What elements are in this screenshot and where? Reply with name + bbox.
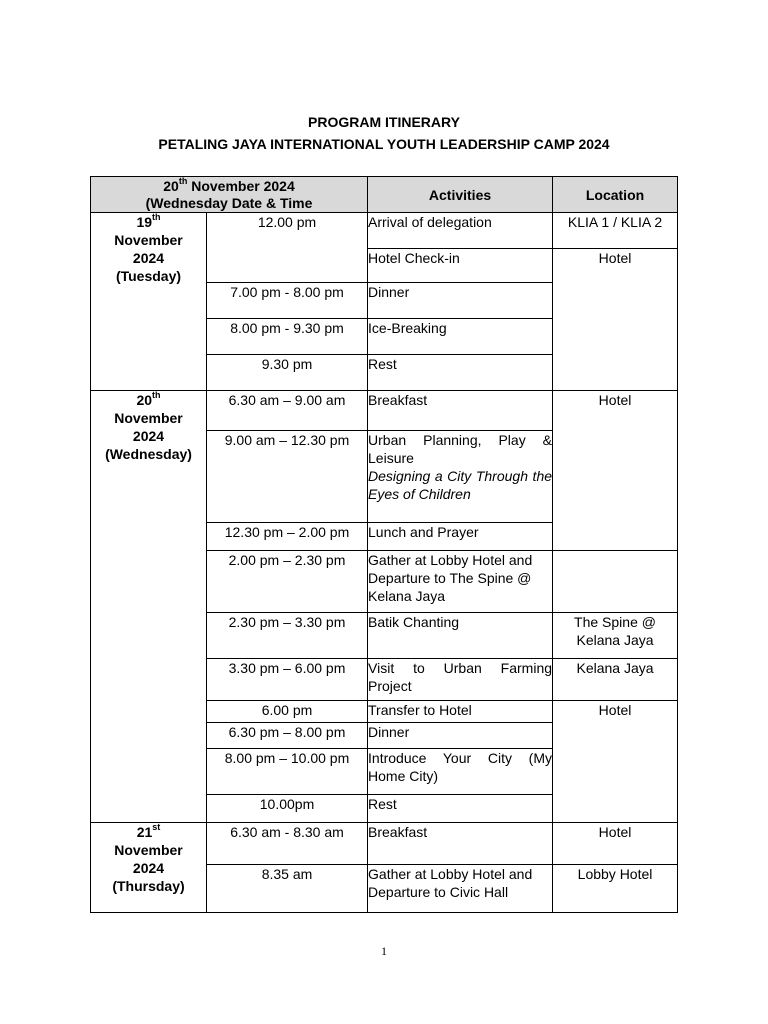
activity-cell: Lunch and Prayer (368, 523, 553, 551)
location-cell: Hotel (553, 701, 678, 823)
activity-cell: Hotel Check-in (368, 249, 553, 283)
time-cell: 12.30 pm – 2.00 pm (207, 523, 368, 551)
time-cell: 6.00 pm (207, 701, 368, 723)
activity-cell: Transfer to Hotel (368, 701, 553, 723)
document-subtitle: PETALING JAYA INTERNATIONAL YOUTH LEADERSHIP CAMP 2024 (158, 136, 610, 152)
table-row (91, 391, 678, 431)
time-cell: 8.00 pm – 10.00 pm (207, 749, 368, 795)
day-cell-21-november: 21st November 2024 (Thursday) (91, 823, 207, 913)
time-cell: 7.00 pm - 8.00 pm (207, 283, 368, 319)
time-cell: 8.35 am (207, 865, 368, 913)
activity-cell (368, 431, 553, 523)
time-cell: 2.00 pm – 2.30 pm (207, 551, 368, 613)
time-cell: 6.30 pm – 8.00 pm (207, 723, 368, 749)
header-location: Location (553, 177, 678, 213)
activity-cell: Breakfast (368, 391, 553, 431)
header-activities: Activities (368, 177, 553, 213)
activity-cell: Breakfast (368, 823, 553, 865)
location-cell: Hotel (553, 249, 678, 391)
time-cell: 6.30 am – 9.00 am (207, 391, 368, 431)
activity-cell: Dinner (368, 283, 553, 319)
activity-cell: Visit to Urban Farming Project (368, 659, 553, 701)
time-cell: 12.00 pm (207, 213, 368, 249)
time-cell: 9.30 pm (207, 355, 368, 391)
location-cell: Hotel (553, 823, 678, 865)
table-row (91, 213, 678, 249)
time-cell: 10.00pm (207, 795, 368, 823)
day-cell-19-november: 19th November 2024 (Tuesday) (91, 213, 207, 391)
location-cell: KLIA 1 / KLIA 2 (553, 213, 678, 249)
activity-cell: Batik Chanting (368, 613, 553, 659)
day-cell-20-november: 20th November 2024 (Wednesday) (91, 391, 207, 823)
table-row (91, 823, 678, 865)
activity-cell: Rest (368, 795, 553, 823)
activity-cell: Arrival of delegation (368, 213, 553, 249)
activity-cell: Dinner (368, 723, 553, 749)
activity-cell: Introduce Your City (My Home City) (368, 749, 553, 795)
activity-text: Urban Planning, Play & Leisure (368, 432, 553, 466)
table-header-row (91, 177, 678, 213)
time-cell-empty (207, 249, 368, 283)
activity-cell: Rest (368, 355, 553, 391)
location-cell: Lobby Hotel (553, 865, 678, 913)
time-cell: 2.30 pm – 3.30 pm (207, 613, 368, 659)
location-cell: Hotel (553, 391, 678, 551)
time-cell: 9.00 am – 12.30 pm (207, 431, 368, 523)
document-title: PROGRAM ITINERARY (308, 114, 460, 130)
activity-subtitle: Designing a City Through the Eyes of Children (368, 468, 553, 502)
activity-cell: Gather at Lobby Hotel and Departure to Civic Hall (368, 865, 553, 913)
location-cell: The Spine @ Kelana Jaya (553, 613, 678, 659)
page-number: 1 (381, 944, 387, 958)
header-date-time: 20th November 2024 (Wednesday Date & Time (91, 177, 368, 213)
time-cell: 3.30 pm – 6.00 pm (207, 659, 368, 701)
time-cell: 8.00 pm - 9.30 pm (207, 319, 368, 355)
location-cell: Kelana Jaya (553, 659, 678, 701)
time-cell: 6.30 am - 8.30 am (207, 823, 368, 865)
itinerary-table (90, 176, 678, 913)
location-cell-empty (553, 551, 678, 613)
activity-cell: Ice-Breaking (368, 319, 553, 355)
activity-cell: Gather at Lobby Hotel and Departure to The Spine @ Kelana Jaya (368, 551, 553, 613)
